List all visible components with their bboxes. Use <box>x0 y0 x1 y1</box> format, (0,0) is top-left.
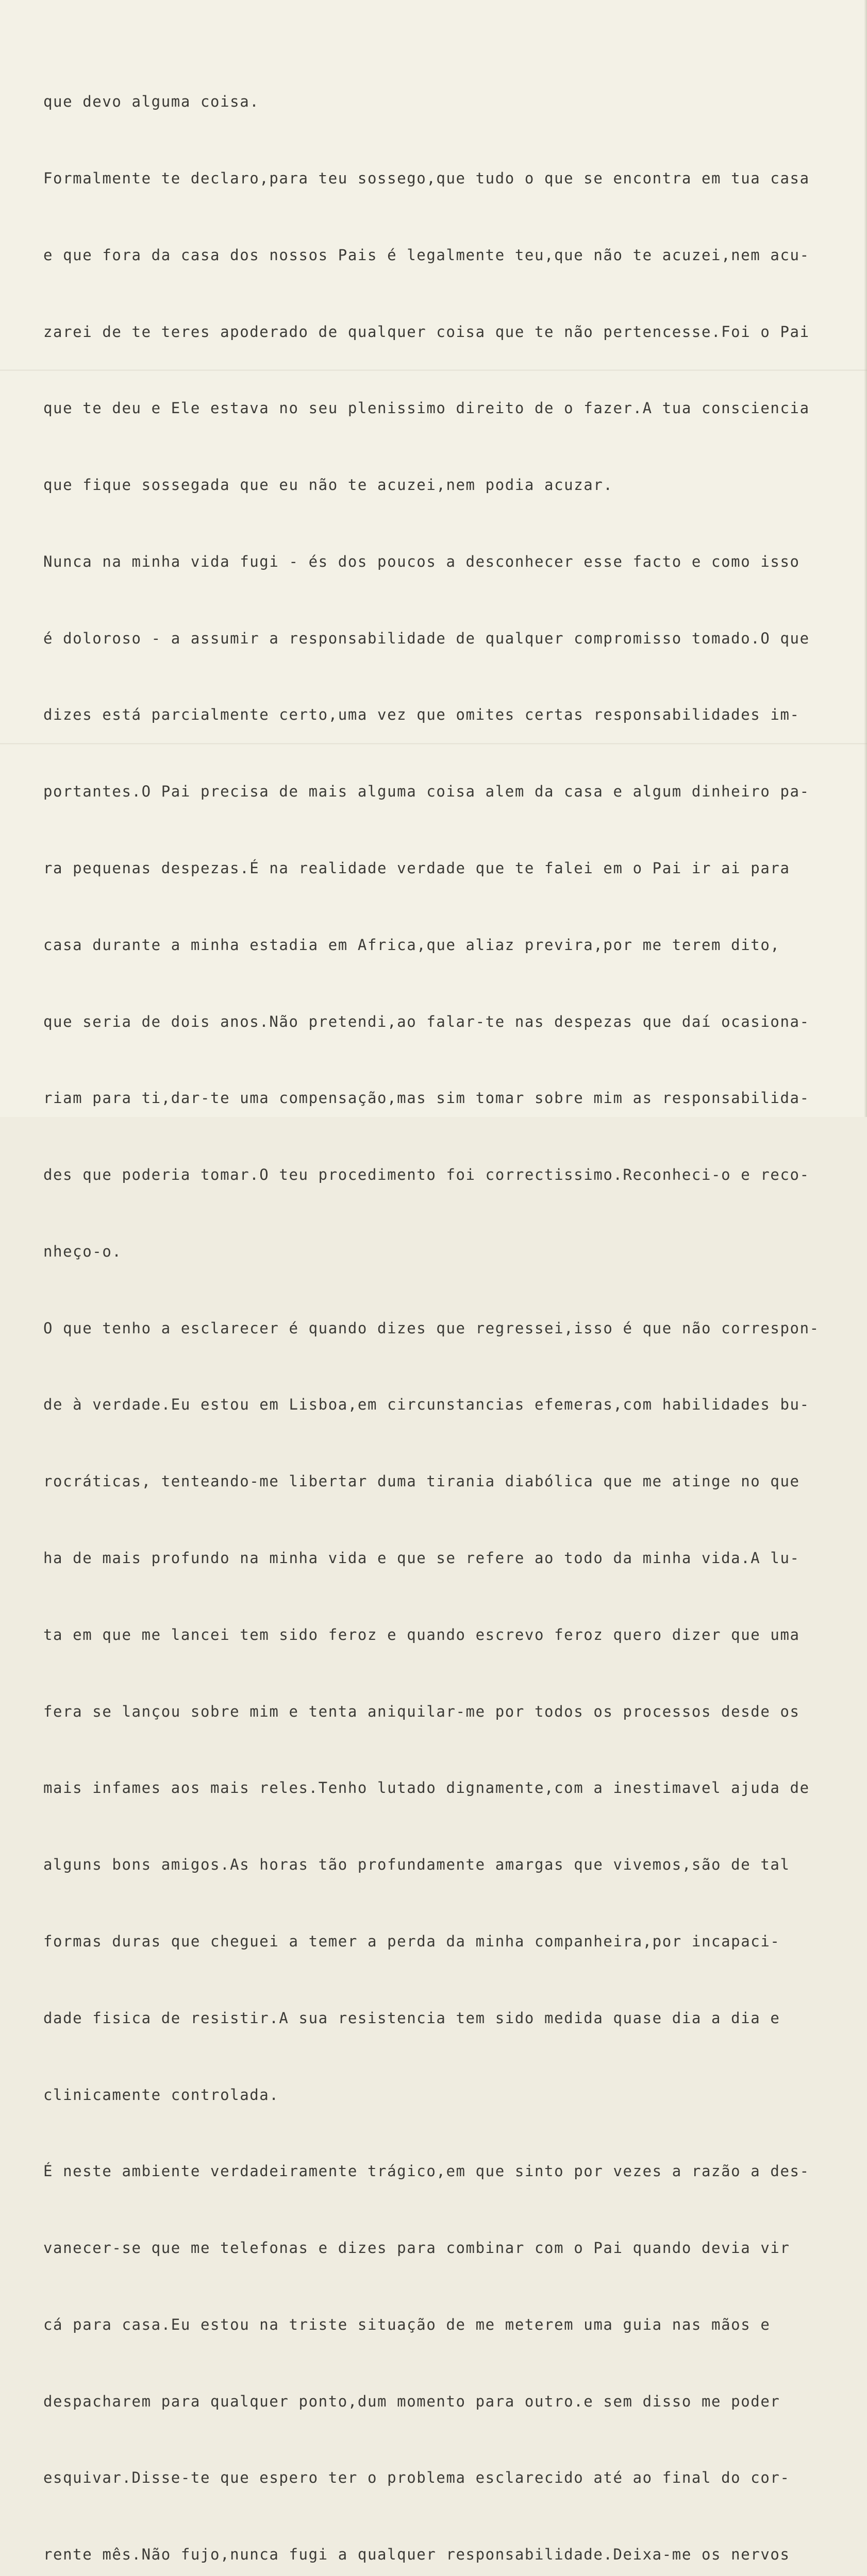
text-line: mais infames aos mais reles.Tenho lutado dignamente,com a inestimavel ajuda de <box>43 1779 810 1797</box>
text-line: casa durante a minha estadia em Africa,que aliaz previra,por me terem dito, <box>43 936 780 954</box>
text-line: que te deu e Ele estava no seu plenissimo direito de o fazer.A tua consciencia <box>43 399 810 417</box>
text-line: ra pequenas despezas.É na realidade verdade que te falei em o Pai ir ai para <box>43 859 790 877</box>
page-edge-shadow <box>864 0 867 1117</box>
text-line: clinicamente controlada. <box>43 2086 279 2104</box>
text-line: alguns bons amigos.As horas tão profundamente amargas que vivemos,são de tal <box>43 1856 790 1874</box>
text-line: vanecer-se que me telefonas e dizes para combinar com o Pai quando devia vir <box>43 2239 790 2257</box>
text-line: rente mês.Não fujo,nunca fugi a qualquer responsabilidade.Deixa-me os nervos <box>43 2546 790 2564</box>
text-line: ha de mais profundo na minha vida e que se refere ao todo da minha vida.A lu- <box>43 1549 800 1567</box>
text-line: nheço-o. <box>43 1242 122 1260</box>
text-line: Nunca na minha vida fugi - és dos poucos a desconhecer esse facto e como isso <box>43 552 800 570</box>
text-line: ta em que me lancei tem sido feroz e quando escrevo feroz quero dizer que uma <box>43 1625 800 1643</box>
text-line: e que fora da casa dos nossos Pais é legalmente teu,que não te acuzei,nem acu- <box>43 246 810 264</box>
text-line: que fique sossegada que eu não te acuzei,nem podia acuzar. <box>43 476 613 494</box>
text-line: formas duras que cheguei a temer a perda da minha companheira,por incapaci- <box>43 1932 780 1950</box>
text-line: dizes está parcialmente certo,uma vez que omites certas responsabilidades im- <box>43 706 800 724</box>
text-line: rocráticas, tenteando-me libertar duma tirania diabólica que me atinge no que <box>43 1472 800 1490</box>
text-line: É neste ambiente verdadeiramente trágico,em que sinto por vezes a razão a des- <box>43 2162 810 2180</box>
letter-body <box>43 38 847 2576</box>
text-line: que devo alguma coisa. <box>43 93 260 111</box>
text-line: cá para casa.Eu estou na triste situação de me meterem uma guia nas mãos e <box>43 2315 771 2333</box>
text-line: fera se lançou sobre mim e tenta aniquilar-me por todos os processos desde os <box>43 1702 800 1720</box>
text-line: que seria de dois anos.Não pretendi,ao falar-te nas despezas que daí ocasiona- <box>43 1012 810 1030</box>
text-line: riam para ti,dar-te uma compensação,mas sim tomar sobre mim as responsabilida- <box>43 1089 810 1107</box>
text-line: des que poderia tomar.O teu procedimento foi correctissimo.Reconheci-o e reco- <box>43 1166 810 1184</box>
text-line: O que tenho a esclarecer é quando dizes que regressei,isso é que não correspon- <box>43 1319 820 1337</box>
text-line: despacharem para qualquer ponto,dum momento para outro.e sem disso me poder <box>43 2392 780 2410</box>
text-line: zarei de te teres apoderado de qualquer coisa que te não pertencesse.Foi o Pai <box>43 323 810 341</box>
text-line: esquivar.Disse-te que espero ter o problema esclarecido até ao final do cor- <box>43 2469 790 2487</box>
text-line: dade fisica de resistir.A sua resistencia tem sido medida quase dia a dia e <box>43 2009 780 2027</box>
text-line: portantes.O Pai precisa de mais alguma coisa alem da casa e algum dinheiro pa- <box>43 783 810 801</box>
text-line: é doloroso - a assumir a responsabilidade de qualquer compromisso tomado.O que <box>43 629 810 647</box>
text-line: Formalmente te declaro,para teu sossego,que tudo o que se encontra em tua casa <box>43 169 810 187</box>
text-line: de à verdade.Eu estou em Lisboa,em circunstancias efemeras,com habilidades bu- <box>43 1396 810 1414</box>
